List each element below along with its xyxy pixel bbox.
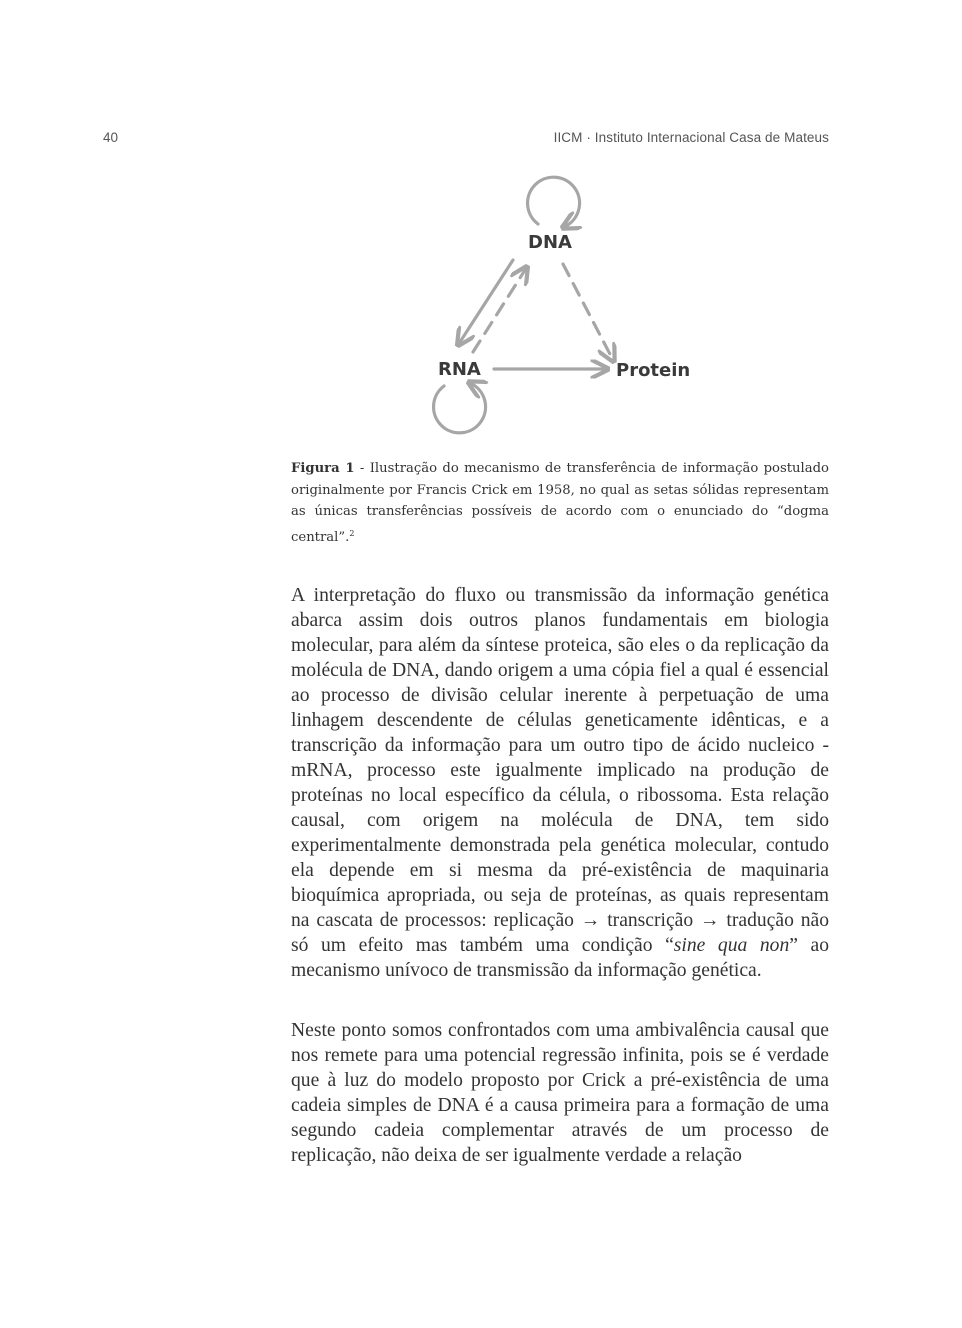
- page-number: 40: [103, 130, 119, 145]
- paragraph-1-italic-phrase: sine qua non: [673, 935, 790, 956]
- body-paragraph-2: [291, 1018, 829, 1170]
- page-header: [103, 130, 829, 152]
- dna-replication-loop: [528, 177, 580, 226]
- running-head: IICM · Instituto Internacional Casa de Mateus: [553, 130, 829, 145]
- dna-label: DNA: [528, 232, 572, 253]
- rna-replication-loop: [434, 384, 486, 433]
- central-dogma-figure: [420, 170, 710, 440]
- caption-text: - Ilustração do mecanismo de transferência de informação postulado originalmente por Francis Crick em 1958, no qual as setas sólidas representam as únicas transferências possíveis de acordo com o enunciado do “dogma central”.: [291, 461, 829, 545]
- paragraph-1-text-a: A interpretação do fluxo ou transmissão da informação genética abarca assim dois outros planos fundamentais em biologia molecular, para além da síntese proteica, são eles o da replicação da molécula de DNA, dando origem a uma cópia fiel a qual é essencial ao processo de divisão celular inerente à perpetuação de uma linhagem descendente de células geneticamente idênticas, e a transcrição da informação para um outro tipo de ácido nucleico - mRNA, processo este igualmente implicado na produção de proteínas no local específico da célula, o ribossoma. Esta relação causal, com origem na molécula de DNA, tem sido experimentalmente demonstrada pela genética molecular, contudo ela depende em si mesma da pré-existência de maquinaria bioquímica apropriada, ou seja de proteínas, as quais representam na cascata de processos: replicação → transcrição → tradução não só um efeito mas também uma condição “: [291, 585, 829, 956]
- rna-label: RNA: [438, 359, 481, 380]
- caption-label: Figura 1: [291, 461, 355, 476]
- paragraph-1-text-b: ” ao mecanismo unívoco de transmissão da informação genética.: [291, 935, 830, 981]
- body-paragraph-1: [291, 583, 829, 983]
- footnote-reference: 2: [349, 528, 355, 538]
- dna-to-protein-dashed-arrow: [563, 264, 612, 358]
- paragraph-2-text: Neste ponto somos confrontados com uma ambivalência causal que nos remete para uma potencial regressão infinita, pois se é verdade que à luz do modelo proposto por Crick a pré-existência de uma cadeia simples de DNA é a causa primeira para a formação de uma segundo cadeia complementar através de um processo de replicação, não deixa de ser igualmente verdade a relação: [291, 1020, 829, 1166]
- protein-label: Protein: [616, 360, 691, 381]
- central-dogma-diagram: [420, 170, 710, 440]
- figure-caption: [291, 458, 829, 548]
